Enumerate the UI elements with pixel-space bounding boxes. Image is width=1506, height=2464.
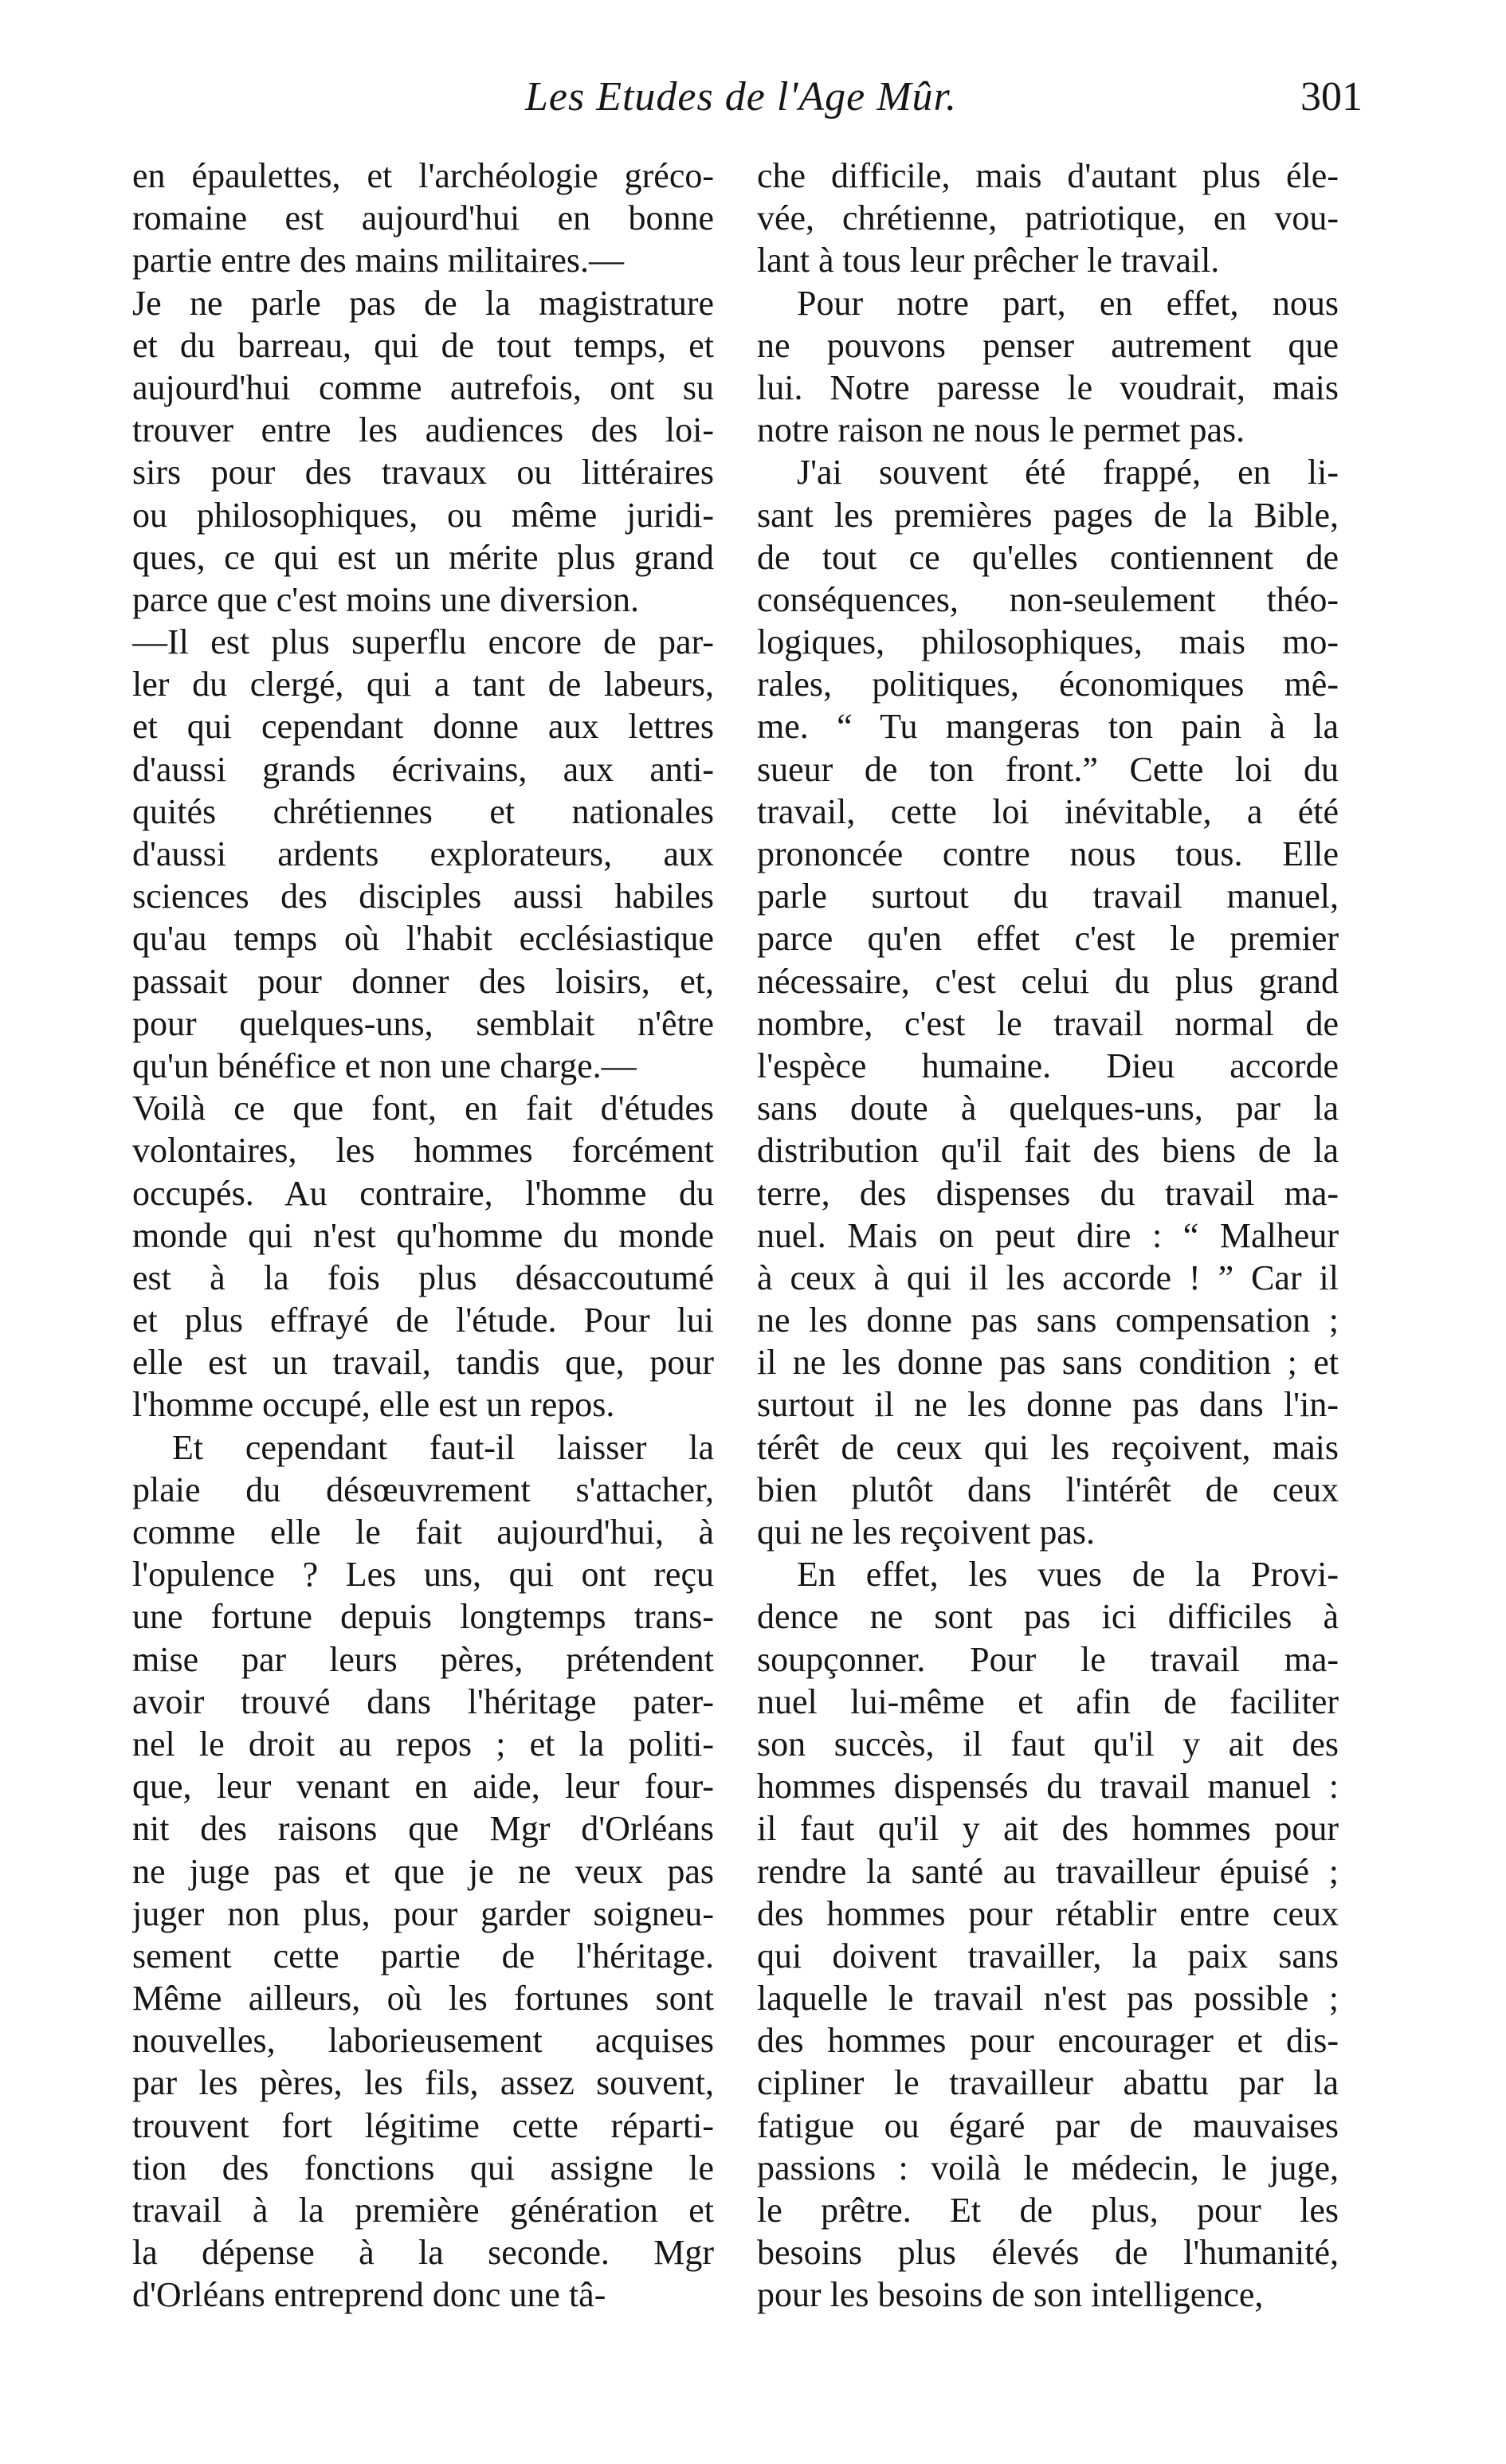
- page-number: 301: [1300, 74, 1363, 120]
- text-line: ou philosophiques, ou même juridi-: [132, 495, 714, 535]
- text-line: et qui cependant donne aux lettres: [132, 707, 714, 747]
- text-line: l'espèce humaine. Dieu accorde: [757, 1046, 1339, 1085]
- text-line: soupçonner. Pour le travail ma-: [757, 1639, 1339, 1679]
- text-line: romaine est aujourd'hui en bonne: [132, 198, 714, 238]
- text-line: la dépense à la seconde. Mgr: [132, 2233, 714, 2273]
- text-line: il ne les donne pas sans condition ; et: [757, 1343, 1339, 1383]
- text-line: Et cependant faut-il laisser la: [172, 1427, 714, 1467]
- text-line: et plus effrayé de l'étude. Pour lui: [132, 1301, 714, 1340]
- text-line: vée, chrétienne, patriotique, en vou-: [757, 198, 1339, 238]
- text-line: qu'au temps où l'habit ecclésiastique: [132, 919, 714, 959]
- text-line: parle surtout du travail manuel,: [757, 877, 1339, 916]
- text-line: volontaires, les hommes forcément: [132, 1131, 714, 1171]
- text-line: des hommes pour rétablir entre ceux: [757, 1893, 1339, 1933]
- text-line: et du barreau, qui de tout temps, et: [132, 325, 714, 365]
- text-line: nit des raisons que Mgr d'Orléans: [132, 1809, 714, 1849]
- text-line: ques, ce qui est un mérite plus grand: [132, 537, 714, 577]
- text-line: nel le droit au repos ; et la politi-: [132, 1724, 714, 1764]
- text-line: travail à la première génération et: [132, 2191, 714, 2230]
- text-line: lui. Notre paresse le voudrait, mais: [757, 367, 1339, 407]
- text-line: parce qu'en effet c'est le premier: [757, 919, 1339, 959]
- text-line: conséquences, non-seulement théo-: [757, 579, 1339, 619]
- text-line: d'aussi ardents explorateurs, aux: [132, 834, 714, 873]
- text-line: comme elle le fait aujourd'hui, à: [132, 1513, 714, 1552]
- text-line: l'homme occupé, elle est un repos.: [132, 1385, 615, 1425]
- text-line: fatigue ou égaré par de mauvaises: [757, 2105, 1339, 2145]
- text-line: partie entre des mains militaires.—: [132, 241, 625, 281]
- text-line: trouvent fort légitime cette réparti-: [132, 2105, 714, 2145]
- text-line: des hommes pour encourager et dis-: [757, 2021, 1339, 2061]
- text-line: —Il est plus superflu encore de par-: [132, 622, 714, 662]
- text-line: tion des fonctions qui assigne le: [132, 2148, 714, 2187]
- page-header: [120, 73, 1363, 137]
- text-line: nouvelles, laborieusement acquises: [132, 2021, 714, 2061]
- text-line: son succès, il faut qu'il y ait des: [757, 1724, 1339, 1764]
- text-line: En effet, les vues de la Provi-: [797, 1555, 1339, 1595]
- text-line: nuel lui-même et afin de faciliter: [757, 1681, 1339, 1721]
- text-line: passions : voilà le médecin, le juge,: [757, 2148, 1339, 2187]
- text-line: hommes dispensés du travail manuel :: [757, 1767, 1339, 1807]
- text-line: l'opulence ? Les uns, qui ont reçu: [132, 1555, 714, 1595]
- text-line: d'aussi grands écrivains, aux anti-: [132, 749, 714, 789]
- text-line: Je ne parle pas de la magistrature: [132, 283, 714, 323]
- text-line: Voilà ce que font, en fait d'études: [132, 1089, 714, 1128]
- text-line: ne juge pas et que je ne veux pas: [132, 1851, 714, 1891]
- text-line: rendre la santé au travailleur épuisé ;: [757, 1851, 1339, 1891]
- text-line: pour les besoins de son intelligence,: [757, 2275, 1264, 2315]
- text-line: logiques, philosophiques, mais mo-: [757, 622, 1339, 662]
- text-line: ler du clergé, qui a tant de labeurs,: [132, 665, 714, 704]
- text-line: le prêtre. Et de plus, pour les: [757, 2191, 1339, 2230]
- text-line: par les pères, les fils, assez souvent,: [132, 2063, 714, 2103]
- text-line: il faut qu'il y ait des hommes pour: [757, 1809, 1339, 1849]
- text-line: nombre, c'est le travail normal de: [757, 1003, 1339, 1043]
- text-line: qu'un bénéfice et non une charge.—: [132, 1046, 637, 1085]
- text-column-right: [757, 155, 1339, 2317]
- text-line: passait pour donner des loisirs, et,: [132, 961, 714, 1001]
- text-line: sirs pour des travaux ou littéraires: [132, 453, 714, 492]
- text-line: plaie du désœuvrement s'attacher,: [132, 1469, 714, 1509]
- text-line: elle est un travail, tandis que, pour: [132, 1343, 714, 1383]
- text-line: terre, des dispenses du travail ma-: [757, 1173, 1339, 1213]
- text-line: une fortune depuis longtemps trans-: [132, 1597, 714, 1637]
- text-line: dence ne sont pas ici difficiles à: [757, 1597, 1339, 1637]
- text-line: sans doute à quelques-uns, par la: [757, 1089, 1339, 1128]
- text-line: J'ai souvent été frappé, en li-: [797, 453, 1339, 492]
- text-line: à ceux à qui il les accorde ! ” Car il: [757, 1258, 1339, 1297]
- text-line: avoir trouvé dans l'héritage pater-: [132, 1681, 714, 1721]
- text-line: distribution qu'il fait des biens de la: [757, 1131, 1339, 1171]
- text-line: est à la fois plus désaccoutumé: [132, 1258, 714, 1297]
- text-line: Pour notre part, en effet, nous: [797, 283, 1339, 323]
- text-line: laquelle le travail n'est pas possible ;: [757, 1979, 1339, 2019]
- text-line: ne les donne pas sans compensation ;: [757, 1301, 1339, 1340]
- text-line: que, leur venant en aide, leur four-: [132, 1767, 714, 1807]
- text-line: travail, cette loi inévitable, a été: [757, 791, 1339, 831]
- text-line: sueur de ton front.” Cette loi du: [757, 749, 1339, 789]
- text-line: rales, politiques, économiques mê-: [757, 665, 1339, 704]
- text-line: Même ailleurs, où les fortunes sont: [132, 1979, 714, 2019]
- text-line: sement cette partie de l'héritage.: [132, 1936, 714, 1976]
- text-column-left: [132, 155, 714, 2317]
- text-line: de tout ce qu'elles contiennent de: [757, 537, 1339, 577]
- text-line: surtout il ne les donne pas dans l'in-: [757, 1385, 1339, 1425]
- text-line: en épaulettes, et l'archéologie gréco-: [132, 156, 714, 195]
- text-line: monde qui n'est qu'homme du monde: [132, 1215, 714, 1255]
- text-line: prononcée contre nous tous. Elle: [757, 834, 1339, 873]
- text-line: sant les premières pages de la Bible,: [757, 495, 1339, 535]
- text-line: pour quelques-uns, semblait n'être: [132, 1003, 714, 1043]
- text-line: occupés. Au contraire, l'homme du: [132, 1173, 714, 1213]
- text-line: lant à tous leur prêcher le travail.: [757, 241, 1220, 281]
- text-line: nuel. Mais on peut dire : “ Malheur: [757, 1215, 1339, 1255]
- text-line: trouver entre les audiences des loi-: [132, 410, 714, 450]
- text-line: parce que c'est moins une diversion.: [132, 579, 639, 619]
- text-line: mise par leurs pères, prétendent: [132, 1639, 714, 1679]
- text-line: che difficile, mais d'autant plus éle-: [757, 156, 1339, 195]
- text-line: besoins plus élevés de l'humanité,: [757, 2233, 1339, 2273]
- text-line: nécessaire, c'est celui du plus grand: [757, 961, 1339, 1001]
- text-line: d'Orléans entreprend donc une tâ-: [132, 2275, 606, 2315]
- text-line: me. “ Tu mangeras ton pain à la: [757, 707, 1339, 747]
- text-line: juger non plus, pour garder soigneu-: [132, 1893, 714, 1933]
- text-line: bien plutôt dans l'intérêt de ceux: [757, 1469, 1339, 1509]
- text-line: cipliner le travailleur abattu par la: [757, 2063, 1339, 2103]
- text-line: qui doivent travailler, la paix sans: [757, 1936, 1339, 1976]
- text-line: térêt de ceux qui les reçoivent, mais: [757, 1427, 1339, 1467]
- text-line: sciences des disciples aussi habiles: [132, 877, 714, 916]
- text-line: qui ne les reçoivent pas.: [757, 1513, 1095, 1552]
- text-line: ne pouvons penser autrement que: [757, 325, 1339, 365]
- text-line: aujourd'hui comme autrefois, ont su: [132, 367, 714, 407]
- running-title: Les Etudes de l'Age Mûr.: [524, 74, 958, 120]
- text-line: notre raison ne nous le permet pas.: [757, 410, 1245, 450]
- text-line: quités chrétiennes et nationales: [132, 791, 714, 831]
